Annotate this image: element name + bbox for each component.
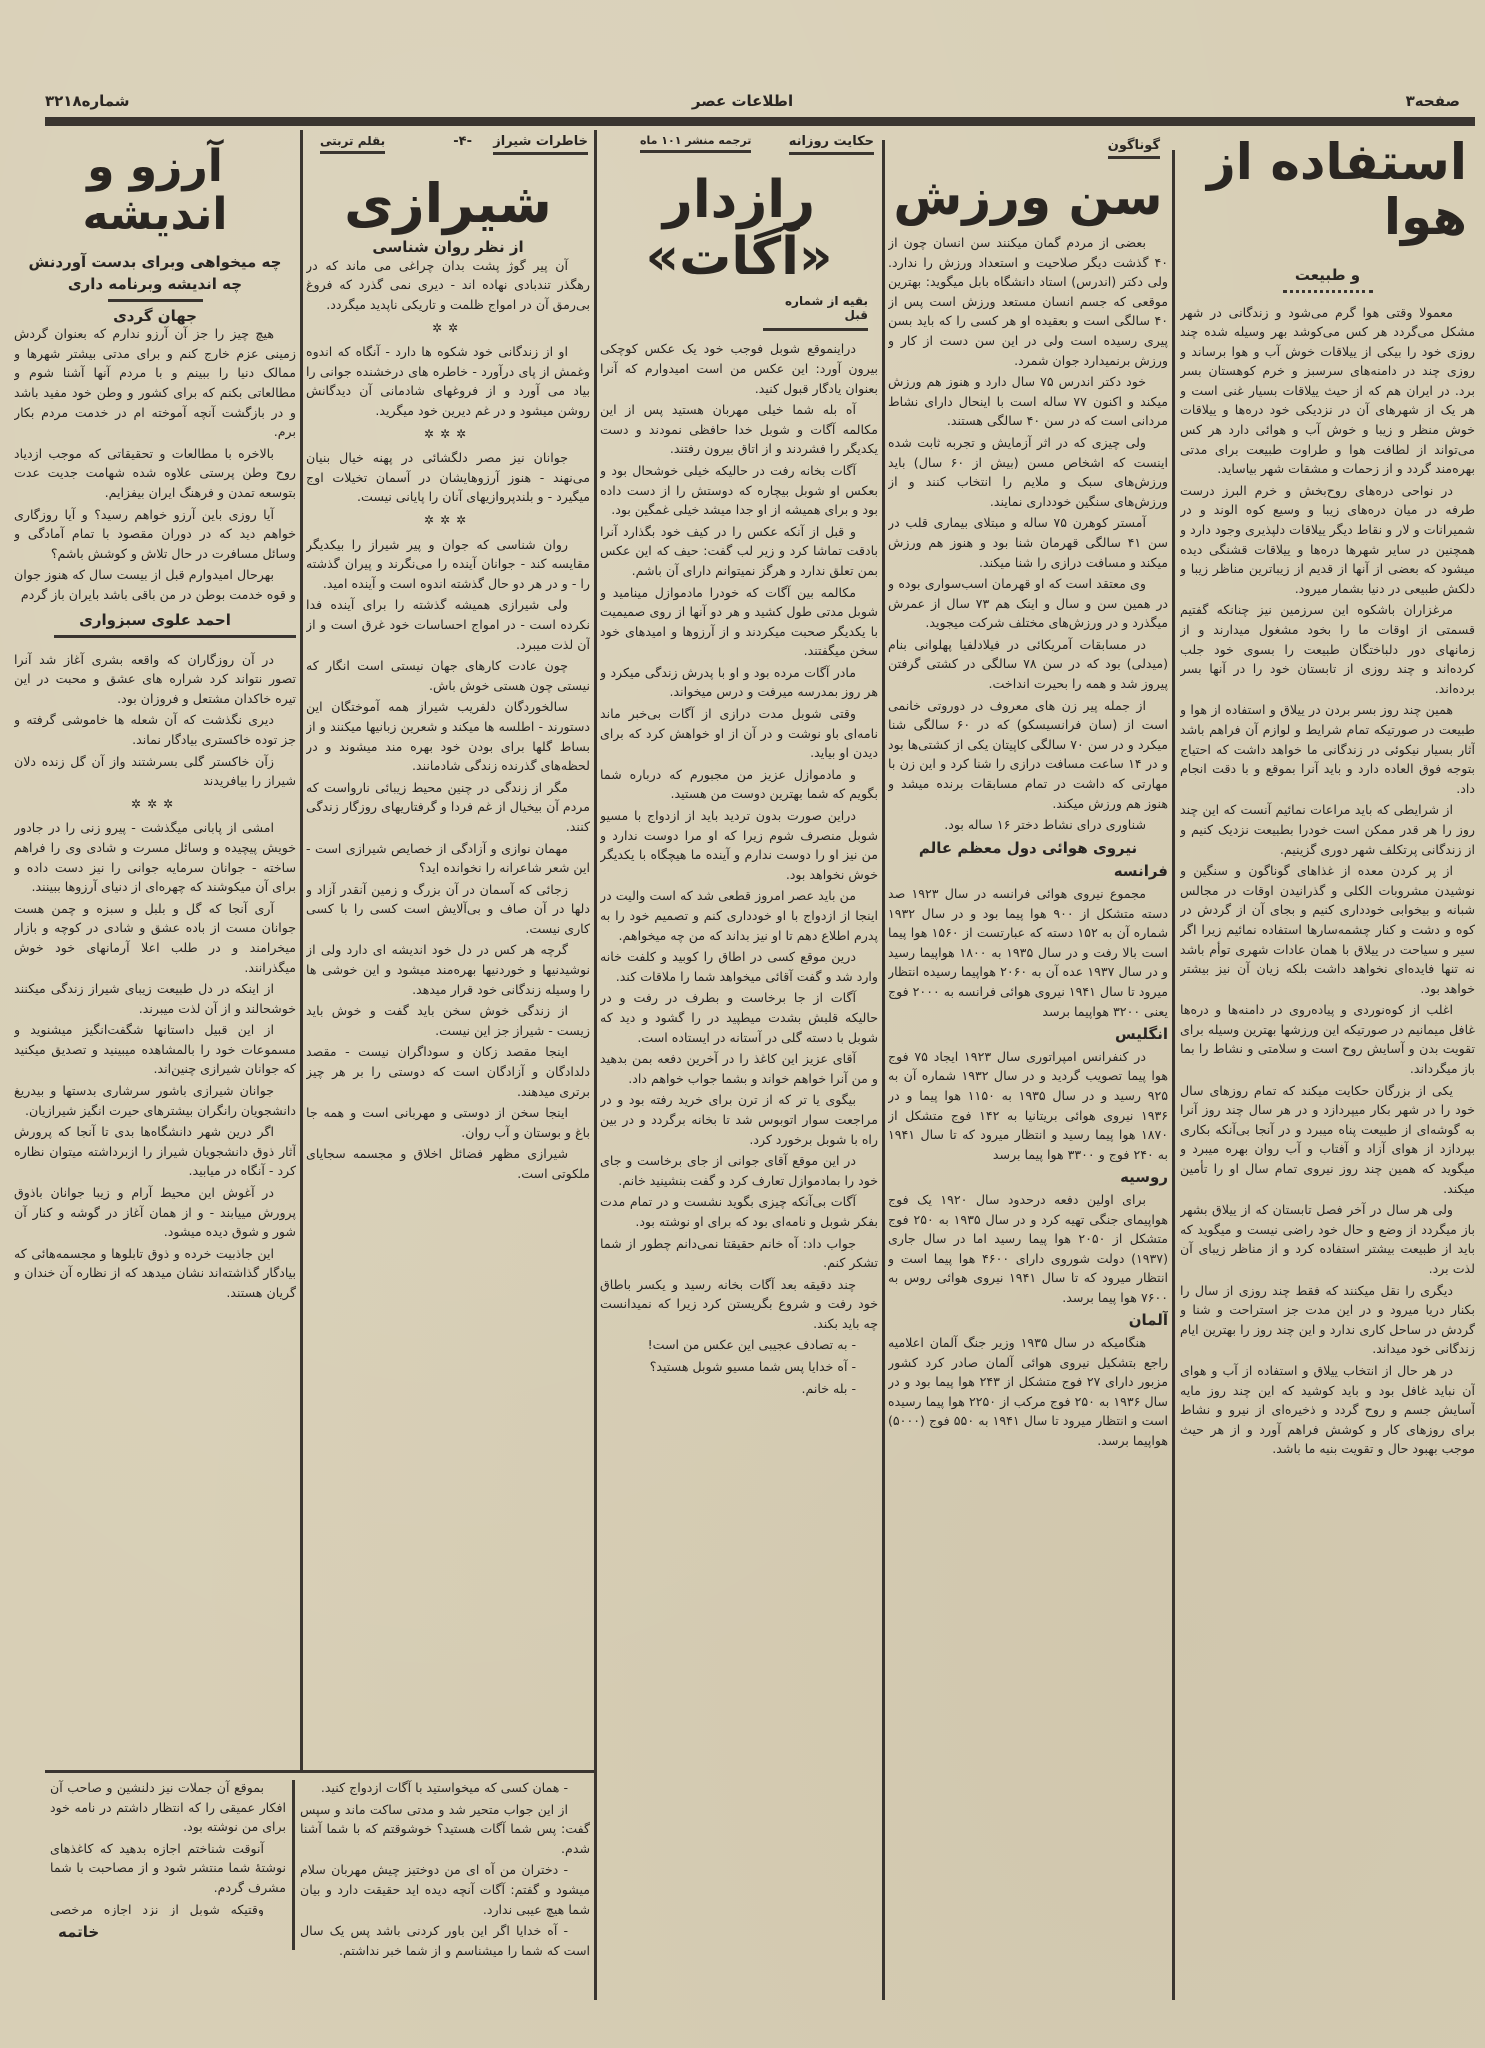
paragraph: او از زندگانی خود شکوه ها دارد - آنگاه که اندوه وغمش از پای درآورد - خاطره های درخشنده جوانی را بیاد می آورد و از فروغهای شادمانی آن دیدگانش روشن میشود و در غم دیرین خود میگرید. — [306, 344, 590, 419]
paragraph: دراینموقع شوبل فوجب خود یک عکس کوچکی بیرون آورد: این عکس من است امیدوارم که آنرا بعنوان یادگار قبول کنید. — [600, 341, 878, 396]
article-age-of-exercise — [888, 130, 1168, 2005]
paragraph: امشی از پابانی میگذشت - پیرو زنی را در جادور خویش پیچیده و وسائل مسرت و شادی وی را فراهم ساخته - جوانان سرمایه جوانی را نیز دست داده و برای آن میکوشند که چهره‌ای از دنیای آرزوها ببینند. — [14, 820, 296, 895]
article-body — [600, 339, 878, 1398]
paragraph: مگر از زندگی در چنین محیط زیبائی نارواست که مردم آن بیخیال از غم فردا و گرفتاریهای روزگار زندگی کنند. — [306, 779, 590, 834]
paragraph: بهرحال امیدوارم قبل از بیست سال که هنوز جوان و قوه خدمت بوطن در من باقی باشد بایران باز گردم — [14, 567, 296, 602]
subheading: انگلیس — [1115, 1025, 1168, 1044]
paragraph: آگات از جا برخاست و بطرف در رفت و در حالیکه قلبش بشدت میطپید در را گشود و دید که شوبل با دسته گلی در آستانه در ایستاده است. — [600, 990, 878, 1045]
paragraph: دراین صورت بدون تردید باید از ازدواج با مسیو شوبل منصرف شوم زیرا که او مرا دوست ندارد و من نیز او را دوست ندارم و آینده ما هیچگاه با یکدیگر خوش نخواهد بود. — [600, 808, 878, 882]
masthead-rule — [45, 117, 1475, 126]
paragraph: آری آنجا که گل و بلبل و سبزه و چمن هست جوانان مست از باده عشق و شادی در کوچه و بازار میخرامند و در طلب اعلا آرمانهای خود خوش میگذرانند. — [14, 900, 296, 975]
paragraph: شناوری درای نشاط دختر ۱۶ ساله بود. — [944, 817, 1146, 833]
paragraph: این جاذبیت خرده و ذوق تابلوها و مجسمه‌هائی که بیادگار گذاشته‌اند نشان میدهد که از نظاره آن خندان و گریان هستند. — [14, 1245, 296, 1300]
paragraph: در هر حال از انتخاب ییلاق و استفاده از آب و هوای آن نباید غافل بود و باید کوشید که این چند روز مایه آسایش جسم و روح گردد و ذخیره‌ای از نیرو و نشاط برای روزهای کار و کوشش فراهم آورد و از هر حیث موجب بهبود حال و تقویت بنیه ما باشد. — [1180, 1362, 1475, 1457]
paragraph: ولی هر سال در آخر فصل تابستان که از ییلاق بشهر باز میگردد از وضع و حال خود راضی نیست و میگوید که باید از طبیعت بیشتر استفاده کرد و از مناظر زیبای آن لذت برد. — [1180, 1202, 1475, 1276]
paragraph: دیگری را نقل میکنند که فقط چند روزی از سال را بکنار دریا میرود و در این مدت جز استراحت و شنا و گردش در ساحل کاری ندارد و این چند روز را بهترین ایام زندگانی خود میداند. — [1180, 1282, 1475, 1357]
paragraph: بعضی از مردم گمان میکنند سن انسان چون از ۴۰ گذشت دیگر صلاحیت و استعداد ورزش را ندارد. ولی دکتر (اندرس) استاد دانشگاه بابل میگوید: بهترین موقعی که جسم انسان مستعد ورزش است پس از ۴۰ سالگی است و بعقیده او هر کسی را که باید بسن پیری رسیده است ولی در این سن دست از کار و ورزش برنمیدارد جوان شمرد. — [888, 235, 1168, 368]
paragraph: - همان کسی که میخواستید با آگات ازدواج کنید. — [320, 1780, 568, 1795]
subtitle: و طبیعت — [1294, 266, 1361, 284]
star-ornament: ✲✲✲ — [130, 796, 180, 811]
subheading: روسیه — [1120, 1168, 1168, 1187]
star-ornament: ✲✲ — [431, 320, 465, 335]
article-body — [888, 233, 1168, 1451]
headline: سن ورزش — [893, 168, 1163, 226]
paragraph: خود دکتر اندرس ۷۵ سال دارد و هنوز هم ورزش میکند و اکنون ۷۷ ساله است با اینحال دارای نشاط مردانی است که در سن ۴۰ سالگی هستند. — [888, 374, 1168, 429]
paragraph: بالاخره با مطالعات و تحقیقاتی که موجب ازدیاد روح وطن پرستی علاوه شده شهامت جدیت عدت بتوسعه تمدن و فرهنگ ایران بیفزایم. — [14, 445, 296, 501]
article-agathe-confidant — [600, 130, 878, 2005]
paragraph: - به تصادف عجیبی این عکس من است! — [647, 1337, 856, 1353]
paragraph: در کنفرانس امپراتوری سال ۱۹۲۳ ایجاد ۷۵ فوج هوا پیما تصویب گردید و در سال ۱۹۳۲ شماره آن به ۹۲۵ رسید و در سال ۱۹۳۵ به ۱۱۵۰ هوا پیما و در ۱۹۳۶ نیروی هوائی بریتانیا به ۱۴۲ فوج متشکل از ۱۸۷۰ هوا پیما رسید و انتظار میرود که تا سال ۱۹۴۱ به ۲۴۰ فوج و ۳۳۰۰ هوا پیما برسد — [888, 1048, 1168, 1162]
article-body — [50, 1778, 286, 1916]
paragraph: اگر درین شهر دانشگاه‌ها بدی تا آنجا که پرورش آثار ذوق دانشجویان شیراز را ازبرداشته میتوان نظاره کرد - آنگاه در میابید. — [14, 1124, 296, 1179]
paragraph: شیرازی مظهر فضائل اخلاق و مجسمه سجایای ملکوتی است. — [306, 1146, 590, 1182]
article-continuation — [50, 1778, 286, 1916]
paragraph: جوانان نیز مصر دلگشائی در پهنه خیال بنیان می‌نهند - هنوز آرزوهایشان در آسمان تخیلات اوج میگیرد - و بلندپروازیهای آنان را پایانی نیست. — [306, 450, 590, 505]
paragraph: در آن روزگاران که واقعه بشری آغاز شد آنرا تصور نتواند کرد شراره های عشق و محبت در این تیره خاکدان مشتعل و فروزان بود. — [14, 651, 296, 706]
article-body — [306, 256, 590, 1184]
paragraph: بموقع آن جملات نیز دلنشین و صاحب آن افکار عمیقی را که انتظار داشتم در نامه خود برای من نوشته بود. — [50, 1780, 286, 1835]
paragraph: و مادموازل عزیز من مجبورم که درباره شما بگویم که شما بهترین دوست من هستید. — [600, 766, 878, 802]
paragraph: در این موقع آقای جوانی از جای برخاست و جای خود را بمادموازل تعارف کرد و گفت بنشینید خانم. — [600, 1153, 878, 1188]
paragraph: - آه خدایا پس شما مسیو شوبل هستید؟ — [649, 1359, 856, 1375]
paragraph: من باید عصر امروز قطعی شد که است والیت در اینجا از ازدواج با او خودداری کنم و تصمیم خود را به پدرم اطلاع دهم تا او نیز بداند که من چه میخواهم. — [600, 888, 878, 943]
paragraph: آگات بخانه رفت در حالیکه خیلی خوشحال بود و بعکس او شوبل بیچاره که دوستش را از دست داده بود و برای همیشه از او جدا میشد خیلی غمگین بود. — [600, 462, 878, 518]
paragraph: یکی از بزرگان حکایت میکند که تمام روزهای سال خود را در شهر بکار میپردازد و در هر سال چند روز آنرا به گوشه‌ای از طبیعت پناه میبرد و در آنجا بی‌آنکه بکاری بپردازد از هوای آزاد و آفتاب و آب روان بهره میبرد و میگوید که همین چند روز نیروی تمام سال او را تأمین میکند. — [1180, 1082, 1475, 1196]
column-divider — [1172, 150, 1175, 2000]
column-divider — [594, 130, 597, 2000]
paragraph: از شرایطی که باید مراعات نمائیم آنست که این چند روز را هر قدر ممکن است خودرا بطبیعت نزدیک کنیم و از زندگانی پرتکلف شهر دوری گزینیم. — [1180, 802, 1475, 857]
author-signature: احمد علوی سبزواری — [79, 610, 231, 629]
paragraph: از این جواب متحیر شد و مدتی ساکت ماند و سپس گفت: پس شما آگات هستید؟ خوشوقتم که با شما آشنا شدم. — [300, 1801, 590, 1856]
continued-note: بقیه از شماره قبل — [763, 294, 868, 331]
paragraph: ولی چیزی که در اثر آزمایش و تجربه ثابت شده اینست که اشخاص مسن (بیش از ۶۰ سال) باید ورزش‌های سبک و ملایم را انتخاب کنند و از ورزش‌های سنگین خودداری نمایند. — [888, 434, 1168, 509]
series-tag: خاطرات شیراز — [493, 134, 588, 155]
article-body — [1180, 303, 1475, 1459]
paragraph: - بله خانم. — [801, 1380, 856, 1396]
paragraph: درین موقع کسی در اطاق را کوبید و کلفت خانه وارد شد و گفت آقائی میخواهد شما را ملاقات کند. — [600, 949, 878, 984]
section-tag: گوناگون — [1108, 138, 1160, 159]
paragraph: از این قبیل داستانها شگفت‌انگیز میشنوید و مسموعات خود را بالمشاهده میبینید و تصدیق میکنید که جوانان شیرازی چنین‌اند. — [14, 1022, 296, 1077]
page-number: صفحه۳ — [1405, 92, 1460, 110]
paragraph: آه بله شما خیلی مهربان هستید پس از این مکالمه آگات و شوبل خدا حافظی نمودند و دست یکدیگر را فشردند و از اتاق بیرون رفتند. — [600, 402, 878, 457]
paragraph: آنوقت شناختم اجازه بدهید که کاغذهای نوشتهٔ شما منتشر شود و از مصاحبت با شما مشرف گردم. — [50, 1840, 286, 1895]
article-air-and-nature — [1180, 135, 1475, 2005]
ornament-divider — [1283, 290, 1373, 293]
paragraph: و قبل از آنکه عکس را در کیف خود بگذارد آنرا بادقت تماشا کرد و زیر لب گفت: حیف که این عکس بمن تعلق ندارد و هرگز نمیتوانم دارای آن باشم. — [600, 523, 878, 578]
paragraph: - دختران من آه ای من دوختیز چیش مهربان سلام میشود و گفتم: آگات آنچه دیده اید حقیقت دارد و بیان شما هیچ عیبی ندارد. — [300, 1862, 590, 1917]
article-body — [300, 1778, 590, 1958]
paragraph: وقتیکه شوبل از نزد اجازه مرخصی — [50, 1901, 264, 1916]
section-divider — [45, 1770, 595, 1773]
divider — [54, 635, 296, 638]
divider — [108, 299, 203, 302]
paragraph: هنگامیکه در سال ۱۹۳۵ وزیر جنگ آلمان اعلامیه راجع بتشکیل نیروی هوائی آلمان صادر کرد کشور مزبور دارای ۲۷ فوج متشکل از ۲۴۳ هوا پیما بود و در سال ۱۹۳۶ به ۲۵۰ فوج مرکب از ۲۲۵۰ هوا پیما رسیده است و انتظار میرود تا سال ۱۹۴۱ به ۵۵۰ فوج (۵۰۰۰) هواپیما برسد. — [888, 1335, 1168, 1449]
paragraph: آیا روزی باین آرزو خواهم رسید؟ و آیا روزگاری خواهم دید که در دوران مقصود با تمام آمادگی و وسائل مسافرت در حال تلاش و کوشش باشم؟ — [14, 506, 296, 561]
paragraph: هیچ چیز را جز آن آرزو ندارم که بعنوان گردش زمینی عزم خارج کنم و برای مدتی بیشتر شهرها و ممالک دنیا را ببینم و با مردم آنها آشنا شوم و مطالعاتی بکنم که برای کشور و وطن خود مفید باشد و در بازگشت آنچه آموخته ام در خدمت مردم بکار برم. — [14, 326, 296, 440]
paragraph: وی معتقد است که او قهرمان اسب‌سواری بوده و در همین سن و سال و اینک هم ۷۳ سال از عمرش میگذرد و در ورزش‌های مختلف شرکت میجوید. — [888, 576, 1168, 631]
paragraph: دیری نگذشت که آن شعله ها خاموشی گرفته و جز توده خاکستری بیادگار نماند. — [14, 712, 296, 747]
paragraph: اینجا مقصد زکان و سوداگران نیست - مقصد دلدادگان و آزادگان است که دوستی را بر هر چیز برتری میدهند. — [306, 1044, 590, 1099]
paragraph: اینجا سخن از دوستی و مهربانی است و همه جا باغ و بوستان و آب روان. — [306, 1105, 590, 1140]
paragraph: آمستر کوهرن ۷۵ ساله و مبتلای بیماری قلب در سن ۴۱ سالگی قهرمان شنا بود و هنوز هم ورزش میکند و مسافت درازی را شنا میکند. — [888, 515, 1168, 570]
article-shirazi — [306, 130, 590, 1765]
headline: شیرازی — [344, 172, 552, 235]
headline: استفاده از هوا — [1207, 135, 1467, 246]
paragraph: سالخوردگان دلفریب شیراز همه آموختگان این دستورند - اطلسه ها میکند و شعرین زبانیها میکنند و از بساط گلها برای بودن خود بهره مند میشوند و در لحظه‌های گذرنده زندگی شادمانند. — [306, 699, 590, 774]
column-divider — [882, 140, 885, 2000]
headline: رازدار «آگات» — [645, 170, 833, 288]
article-wishes-and-thoughts — [14, 135, 296, 1765]
paragraph: آگات بی‌آنکه چیزی بگوید نشست و در تمام مدت بفکر شوبل و نامه‌ای بود که برای او نوشته بود. — [600, 1194, 878, 1229]
paragraph: زجائی که آسمان در آن بزرگ و زمین آنقدر آزاد و دلها در آن صاف و بی‌آلایش است کسی را با کسی کاری نیست. — [306, 881, 590, 936]
paragraph: از زندگی خوش سخن باید گفت و خوش باید زیست - شیراز جز این نیست. — [306, 1003, 590, 1038]
paragraph: چند دقیقه بعد آگات بخانه رسید و یکسر باطاق خود رفت و شروع بگریستن کرد زیرا که نمیدانست چه باید بکند. — [600, 1276, 878, 1331]
paragraph: اغلب از کوه‌نوردی و پیاده‌روی در دامنه‌ها و دره‌ها غافل میمانیم در صورتیکه این ورزشها بهترین وسیله برای تقویت بدن و آسایش روح است و سلامتی و نشاط را بما باز میگرداند. — [1180, 1002, 1475, 1077]
section-tag: حکایت روزانه — [789, 134, 874, 155]
subtitle: از نظر روان شناسی — [372, 238, 524, 257]
paragraph: از پر کردن معده از غذاهای گوناگون و سنگین و نوشیدن مشروبات الکلی و گذرانیدن اوقات در مجالس شبانه و بیخوابی خودداری کنیم و بجای آن از گردش در کوه و دشت و کنار چشمه‌سارها استفاده نمائیم زیرا اگر سیر و سیاحت در ییلاق با همان عادات شهری توأم باشد نه تنها فایده‌ای نخواهد داشت بلکه زیان آن نیز بیشتر خواهد بود. — [1180, 863, 1475, 996]
star-ornament: ✲✲✲ — [423, 513, 473, 528]
paragraph: در مسابقات آمریکائی در فیلادلفیا پهلوانی بنام (میدلی) بود که در سن ۷۸ سالگی در کشتی گرفتن پیروز شد و همه را بحیرت انداخت. — [888, 636, 1168, 692]
paragraph: جوانان شیرازی باشور سرشاری بدستها و بیدریغ دانشجویان رانگران بیشترهای حیرت انگیز شیرازیان. — [14, 1083, 296, 1118]
paragraph: در آغوش این محیط آرام و زیبا جوانان باذوق پرورش مییابند - و از همان آغاز در گوشه و کنار آن شور و شوق دیده میشود. — [14, 1185, 296, 1240]
paragraph: زآن خاکستر گلی بسرشتند واز آن گل زنده دلان شیراز را بیافریدند — [14, 753, 296, 789]
issue-number: شماره۳۲۱۸ — [45, 92, 130, 110]
paragraph: مرغزاران باشکوه این سرزمین نیز چنانکه گفتیم قسمتی از اوقات ما را بخود مشغول میدارند و از زمانهای دور دلباختگان طبیعت را بسوی خود جلب کرده‌اند و چند روزی از تابستان خود را در آنها بسر برده‌اند. — [1180, 602, 1475, 696]
translation-tag: ترجمه منشر ۱۰۱ ماه — [640, 134, 751, 153]
subheading: نیروی هوائی دول معظم عالم — [918, 838, 1138, 857]
paragraph: مهمان نوازی و آزادگی از خصایص شیرازی است - این شعر شاعرانه را نخوانده اید؟ — [306, 840, 590, 876]
paragraph: آقای عزیز این کاغذ را در آخرین دفعه بمن بدهید و من آنرا خواهم خواند و بشما جواب خواهم داد. — [600, 1051, 878, 1086]
paragraph: - آه خدایا اگر این باور کردنی باشد پس یک سال است که شما را میشناسم و از شما خبر نداشتم. — [300, 1923, 590, 1958]
paragraph: ولی شیرازی همیشه گذشته را برای آینده فدا نکرده است - در امواج احساسات خود غرق است و از آن لذت میبرد. — [306, 597, 590, 652]
paragraph: در نواحی دره‌های روح‌بخش و خرم البرز درست طرفه در میان دره‌های زیبا و وسیع کوه الوند و در شمیرانات و لار و نقاط دیگر ییلاقات دلپذیری وجود دارد و همچنین در سایر شهرها دره‌ها و ییلاقات قشنگی دیده میشود که بعضی از آنها از قدیم از زیباترین مناظر زیبا و دلکش طبیعی در دنیا بشمار میرود. — [1180, 482, 1475, 596]
paragraph: مجموع نیروی هوائی فرانسه در سال ۱۹۲۳ صد دسته متشکل از ۹۰۰ هوا پیما بود و در سال ۱۹۳۲ شماره آن به ۱۵۲ دسته که عبارتست از ۱۵۶۰ هوا پیما است بالا رفت و در سال ۱۹۳۵ به ۱۸۰۰ هواپیما رسید و در سال ۱۹۳۷ عده آن به ۲۰۶۰ هواپیما رسیده انتظار میرود تا سال ۱۹۴۱ نیروی هوائی فرانسه به ۲۰۰۰ فوج یعنی ۳۲۰۰ هواپیما برسد — [888, 886, 1168, 1019]
paragraph: روان شناسی که جوان و پیر شیراز را بیکدیگر مقایسه کند - جوانان آینده را می‌نگرند و پیران گذشته را - و در هر دو حال گذشته اندوه است و آینده امید. — [306, 536, 590, 591]
paragraph: مکالمه بین آگات که خودرا مادموازل مینامید و شوبل مدتی طول کشید و هر دو آنها از روی صمیمیت با یکدیگر صحبت میکردند و از آرزوها و امیدهای خود سخن میگفتند. — [600, 584, 878, 659]
paragraph: از اینکه در دل طبیعت زیبای شیراز زندگی میکنند خوشحالند و از آن لذت میبرند. — [14, 981, 296, 1016]
subtitle: چه اندیشه وبرنامه داری — [67, 275, 243, 294]
paragraph: آن پیر گوژ پشت بدان چراغی می ماند که در رهگذر تندبادی نهاده اند - دیری نمی گذرد که فروغ بی‌رمق آن در امواج ظلمت و تاریکی ناپدید میگردد. — [306, 257, 590, 313]
article-body — [14, 324, 296, 604]
paragraph: چون عادت کارهای جهان نیستی است انگار که نیستی چون هستی خوش باش. — [306, 658, 590, 693]
column-divider — [292, 1780, 295, 1950]
paragraph: بیگوی یا تر که از ترن برای خرید رفته بود و در مراجعت سوار اتوبوس شد تا بخانه برگردد و در بین راه با شوبل برخورد کرد. — [600, 1092, 878, 1147]
newspaper-name — [0, 92, 1485, 110]
paragraph: مادر آگات مرده بود و او با پدرش زندگی میکرد و هر روز بمدرسه میرفت و درس میخواند. — [600, 664, 878, 700]
newspaper-name-text: اطلاعات عصر — [691, 92, 794, 110]
article-continuation — [300, 1778, 590, 1958]
paragraph: معمولا وقتی هوا گرم می‌شود و زندگانی در شهر مشکل می‌گردد هر کس می‌کوشد بهر وسیله شده چند روزی خود را بیکی از ییلاقات خوش آب و هوا برساند و روزی چند در دامنه‌های سرسبز و خرم کوهستان بسر برد. در ایران هم که از حیث ییلاقات بسیار غنی است و هر یک از شهرهای آن در نزدیکی خود دره‌ها و ییلاقات خوش منظر و زیبا و خوش آب و هوائی دارد هر کس می‌تواند از لطافت هوا و طراوت طبیعت برای مدتی بهره‌مند گردد و از زحمات و مشقات شهر بیاساید. — [1180, 304, 1475, 477]
article-body — [14, 650, 296, 1303]
headline: آرزو و اندیشه — [82, 141, 228, 241]
part-number: -۴- — [453, 134, 472, 149]
paragraph: برای اولین دفعه درحدود سال ۱۹۲۰ یک فوج هواپیمای جنگی تهیه کرد و در سال ۱۹۳۵ به ۲۵۰ فوج متشکل از ۲۰۵۰ هوا پیما رسید اما در سال جاری (۱۹۳۷) دولت شوروی دارای ۴۶۰۰ هوا پیما است و انتظار میرود که تا سال ۱۹۴۱ نیروی هوائی روس به ۷۶۰۰ هوا پیما برسد. — [888, 1191, 1168, 1305]
author-tag: بقلم تربتی — [320, 134, 385, 154]
subheading: فرانسه — [1113, 862, 1168, 881]
column-divider — [300, 130, 303, 1770]
paragraph: گرچه هر کس در دل خود اندیشه ای دارد ولی از نوشیدنیها و خوردنیها بهره‌مند میشود و این خوشی ها را وسیله زندگانی خود قرار میدهد. — [306, 942, 590, 997]
subtitle: چه میخواهی وبرای بدست آوردنش — [28, 252, 282, 271]
paragraph: همین چند روز بسر بردن در ییلاق و استفاده از هوا و طبیعت در صورتیکه تمام شرایط و لوازم آن فراهم باشد آثار بسیار نیکوئی در زندگانی ما خواهد داشت که احتیاج بتوجه فوق العاده دارد و باید آنرا بموقع و با دقت انجام داد. — [1180, 702, 1475, 796]
star-ornament: ✲✲✲ — [423, 426, 473, 441]
subheading: آلمان — [1128, 1311, 1168, 1330]
paragraph: جواب داد: آه خانم حقیقتا نمی‌دانم چطور از شما تشکر کنم. — [600, 1235, 878, 1271]
end-mark: خاتمه — [58, 1923, 100, 1941]
section-heading: جهان گردی — [113, 306, 197, 325]
paragraph: وقتی شوبل مدت درازی از آگات بی‌خبر ماند نامه‌ای باو نوشت و در آن از او خواهش کرد که برای دیدن او بیاید. — [600, 706, 878, 761]
paragraph: از جمله پیر زن های معروف در دوروتی خانمی است از (سان فرانسیسکو) که در ۶۰ سالگی شنا میکرد و در سن ۷۰ سالگی کاپیتان یکی از کشتی‌ها بود و در ۱۴ ساعت مسافت درازی را شنا کرد و این زن با مهارتی که داشت در تمام مسابقات برنده میشد و هنوز هم ورزش میکند. — [888, 697, 1168, 811]
